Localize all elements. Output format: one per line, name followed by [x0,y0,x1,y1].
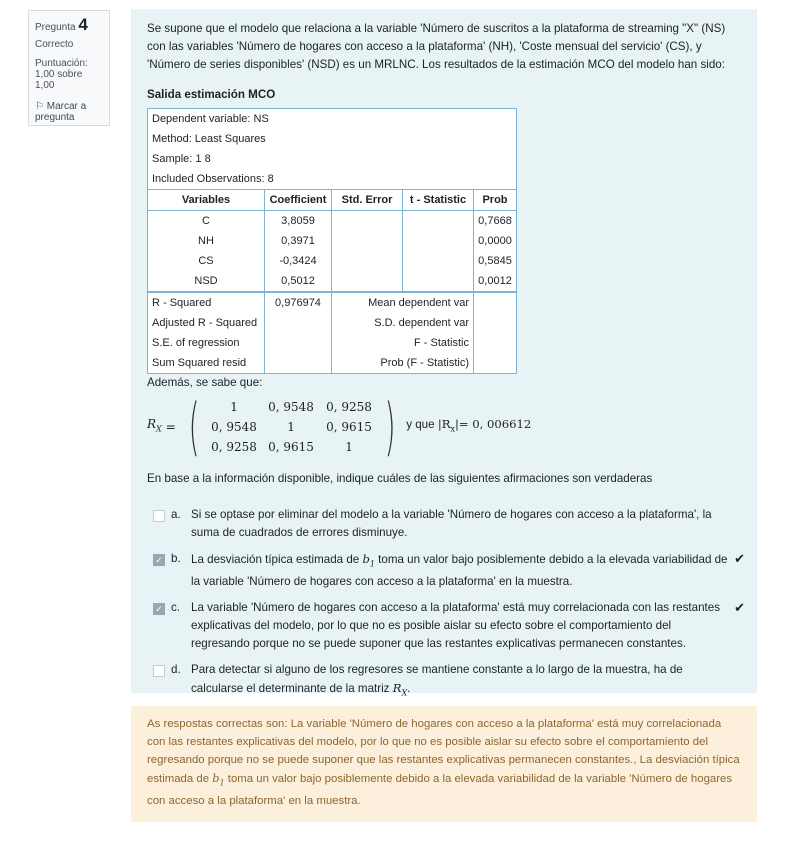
column-header: t - Statistic [403,190,474,211]
cell-coef: 0,3971 [265,231,332,251]
determinant-text [406,415,531,438]
cell-var: CS [148,251,265,271]
symbol: b [362,552,370,566]
stats-row [148,353,517,374]
stat-label-right: Prob (F - Statistic) [332,353,474,374]
answer-text [191,661,731,702]
det-symbol: |R [437,417,451,432]
column-header: Variables [148,190,265,211]
column-header: Prob [474,190,517,211]
cell-se [332,211,403,232]
question-prompt: En base a la información disponible, indique cuáles de las siguientes afirmaciones son verdaderas [147,472,653,485]
stat-value: 0,976974 [265,292,332,313]
stat-value [265,353,332,374]
symbol: b [212,771,220,785]
question-status: Correcto [35,39,74,50]
output-title: Salida estimación MCO [147,88,276,101]
header-line: Method: Least Squares [152,133,266,145]
matrix-cell: 1 [230,400,238,414]
answer-option-b[interactable] [153,550,745,591]
score-label: Puntuación: [35,58,88,69]
answer-option-c[interactable] [153,599,745,653]
cell-var: NSD [148,271,265,292]
answer-option-a[interactable] [153,506,741,542]
matrix-body [182,390,402,463]
cell-prob: 0,0000 [474,231,517,251]
cell-coef: 3,8059 [265,211,332,232]
question-content [131,9,757,698]
cell-var: C [148,211,265,232]
header-line: Included Observations: 8 [152,173,274,185]
score-value: 1,00 sobre 1,00 [35,69,83,91]
stats-row [148,333,517,353]
equals-sign: = [165,420,176,434]
answer-text-post: . [407,682,411,696]
stat-label-right: Mean dependent var [332,292,474,313]
header-line: Dependent variable: NS [152,113,269,125]
answer-text-pre: Para detectar si alguno de los regresores se mantiene constante a lo largo de la muestra, ha de calcularse el determinante de la matriz [191,663,683,696]
answer-text [191,550,731,591]
stat-label: R - Squared [148,292,265,313]
left-paren: ( [188,390,200,463]
right-paren: ) [384,390,396,463]
matrix-label [147,415,162,438]
header-line: Sample: 1 8 [152,153,211,165]
matrix-cell: 0, 9548 [268,400,314,414]
stat-label-right: F - Statistic [332,333,474,353]
symbol: R [392,681,402,696]
cell-prob: 0,5845 [474,251,517,271]
answer-text-pre: La desviación típica estimada de [191,553,363,566]
answer-letter: b. [171,552,181,565]
matrix-cell: 1 [287,420,295,434]
stats-row [148,292,517,313]
symbol-subscript: X [401,688,408,698]
column-header: Std. Error [332,190,403,211]
answer-text-post: toma un valor bajo posiblemente debido a la elevada variabilidad de la variable 'Número de hogares con acceso a la plataforma' en la muestra. [191,553,728,589]
answer-letter: a. [171,508,181,521]
stat-label-right: S.D. dependent var [332,313,474,333]
table-row [148,211,517,232]
cell-t [403,251,474,271]
math-symbol [392,681,408,698]
cell-t [403,231,474,251]
feedback-text-pre: As respostas correctas son: La variable 'Número de hogares con acceso a la plataforma' está muy correlacionada con las restantes explicativas del modelo, por lo que no es posible aislar su efecto sobre el comportamiento del regresando porque no se puede suponer que las restantes explicativas permanecen constantes., La desviación típica estimada de [147,718,740,785]
stat-value [265,333,332,353]
flag-label: Marcar a pregunta [35,101,87,123]
matrix-grid [206,398,378,456]
cell-var: NH [148,231,265,251]
check-icon: ✔ [734,600,745,616]
cell-coef: 0,5012 [265,271,332,292]
checkbox[interactable]: ✓ [153,554,165,566]
stat-value [265,313,332,333]
cell-se [332,271,403,292]
cell-se [332,251,403,271]
matrix-cell: 0, 9615 [326,420,372,434]
table-row [148,251,517,271]
also-known-text: Además, se sabe que: [147,376,263,389]
stat-label: Adjusted R - Squared [148,313,265,333]
correlation-matrix [147,390,741,463]
matrix-cell: 0, 9258 [211,440,257,454]
matrix-subscript: X [156,424,162,434]
determinant-expr [437,417,532,434]
stat-label: S.E. of regression [148,333,265,353]
question-number [35,15,103,35]
answer-option-d[interactable] [153,661,741,702]
and-text: y que [406,418,435,432]
question-info [28,10,110,126]
checkbox[interactable]: ✓ [153,603,165,615]
table-row [148,271,517,292]
flag-icon: ⚐ [35,101,44,112]
symbol-subscript: 1 [369,559,375,569]
question-label: Pregunta [35,22,76,33]
feedback-text-post: toma un valor bajo posiblemente debido a la elevada variabilidad de la variable 'Número de hogares con acceso a la plataforma' en la muestra. [147,773,733,808]
check-icon: ✔ [734,551,745,566]
det-value: |= 0, 006612 [454,417,532,432]
det-subscript: x [450,424,455,434]
mco-output-table [147,108,517,374]
stat-label: Sum Squared resid [148,353,265,374]
answer-list [153,506,745,703]
table-row [148,231,517,251]
matrix-symbol: R [147,417,157,432]
matrix-cell: 0, 9548 [211,420,257,434]
cell-prob: 0,7668 [474,211,517,232]
cell-prob: 0,0012 [474,271,517,292]
column-header: Coefficient [265,190,332,211]
question-number-value: 4 [78,15,88,34]
stats-row [148,313,517,333]
matrix-cell: 0, 9615 [268,440,314,454]
symbol-subscript: 1 [219,778,225,788]
checkbox[interactable] [153,510,165,522]
cell-coef: -0,3424 [265,251,332,271]
flag-question-link[interactable] [35,101,103,123]
answer-letter: c. [171,601,181,615]
question-intro: Se supone que el modelo que relaciona a la variable 'Número de suscritos a la plataforma de streaming "X" (NS) con las variables 'Número de hogares con acceso a la plataforma' (NH), 'Coste mensual del servicio' (CS), y 'Número de series disponibles' (NSD) es un MRLNC. Los resultados de la estimación MCO del modelo han sido: [147,22,726,71]
math-symbol [362,552,375,569]
cell-t [403,211,474,232]
correct-answer-feedback [131,706,757,822]
cell-se [332,231,403,251]
answer-text: La variable 'Número de hogares con acceso a la plataforma' está muy correlacionada con las restantes explicativas del modelo, por lo que no es posible aislar su efecto sobre el comportamiento del regresando porque no se puede suponer que las restantes explicativas permanecen constantes. [191,601,721,651]
matrix-cell: 1 [345,440,353,454]
checkbox[interactable] [153,665,165,677]
math-symbol [212,771,225,788]
answer-text: Si se optase por eliminar del modelo a la variable 'Número de hogares con acceso a la plataforma', la suma de cuadrados de errores disminuye. [191,508,712,539]
cell-t [403,271,474,292]
matrix-cell: 0, 9258 [326,400,372,414]
answer-letter: d. [171,663,181,677]
